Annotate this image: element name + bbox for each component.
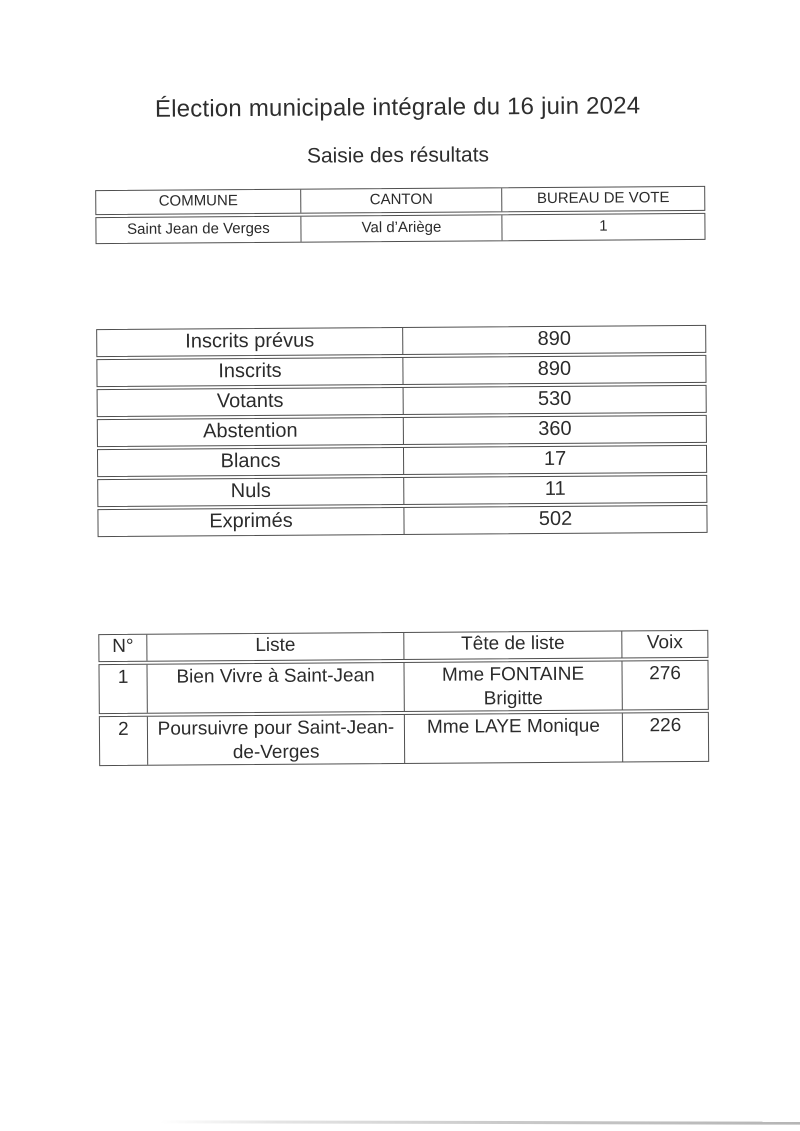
list-head-candidate-line: Brigitte — [483, 688, 543, 710]
list-number: 1 — [99, 665, 147, 713]
list-name-line: Bien Vivre à Saint-Jean — [176, 665, 375, 688]
counts-row-abstention — [97, 415, 707, 447]
counts-table — [96, 325, 707, 539]
counts-row-exprimes — [97, 505, 707, 537]
counts-value: 890 — [537, 327, 571, 351]
location-header-commune: COMMUNE — [96, 190, 301, 214]
list-votes: 276 — [649, 663, 681, 685]
page-title: Élection municipale intégrale du 16 juin 2024 — [154, 92, 641, 123]
location-header-row — [95, 186, 705, 215]
lists-row-1 — [98, 660, 708, 714]
list-head-candidate-line: Mme FONTAINE — [441, 663, 585, 686]
list-head-candidate — [405, 713, 623, 763]
lists-header-voix: Voix — [646, 632, 683, 654]
page-subtitle: Saisie des résultats — [306, 143, 490, 168]
lists-header-row — [98, 630, 708, 662]
counts-value: 360 — [538, 417, 572, 441]
list-name — [148, 715, 405, 765]
location-value-canton: Val d’Ariège — [301, 215, 502, 241]
counts-row-inscrits — [96, 355, 706, 387]
counts-label: Inscrits prévus — [97, 328, 403, 356]
location-value-row — [95, 213, 705, 244]
lists-header-liste: Liste — [147, 633, 404, 661]
counts-row-inscrits-prevus — [96, 325, 706, 357]
counts-label: Abstention — [98, 418, 404, 446]
list-head-candidate — [404, 661, 622, 711]
counts-value: 530 — [537, 387, 572, 411]
list-name-line: de-Verges — [232, 741, 320, 764]
counts-row-nuls — [97, 475, 707, 507]
counts-row-votants — [97, 385, 707, 417]
counts-value: 11 — [544, 477, 566, 500]
counts-value: 890 — [537, 357, 572, 381]
location-value-commune: Saint Jean de Verges — [96, 217, 301, 243]
list-votes: 226 — [649, 715, 682, 737]
list-head-candidate-line: Mme LAYE Monique — [426, 715, 600, 738]
counts-row-blancs — [97, 445, 707, 477]
counts-value: 502 — [538, 507, 573, 531]
list-number: 2 — [100, 717, 148, 765]
location-header-canton: CANTON — [301, 188, 502, 212]
location-header-bureau: BUREAU DE VOTE — [536, 189, 670, 208]
counts-value: 17 — [543, 447, 567, 470]
lists-table — [98, 630, 709, 768]
counts-label: Votants — [98, 388, 404, 416]
counts-label: Exprimés — [98, 508, 404, 536]
lists-header-num: N° — [99, 635, 147, 661]
list-name-line: Poursuivre pour Saint-Jean- — [157, 717, 395, 740]
location-table — [95, 186, 705, 246]
counts-label: Inscrits — [97, 358, 403, 386]
counts-label: Blancs — [98, 448, 404, 476]
lists-header-tete: Tête de liste — [404, 631, 622, 659]
counts-label: Nuls — [98, 478, 404, 506]
list-name — [147, 663, 404, 713]
location-value-bureau: 1 — [599, 217, 608, 235]
lists-row-2 — [99, 712, 709, 766]
